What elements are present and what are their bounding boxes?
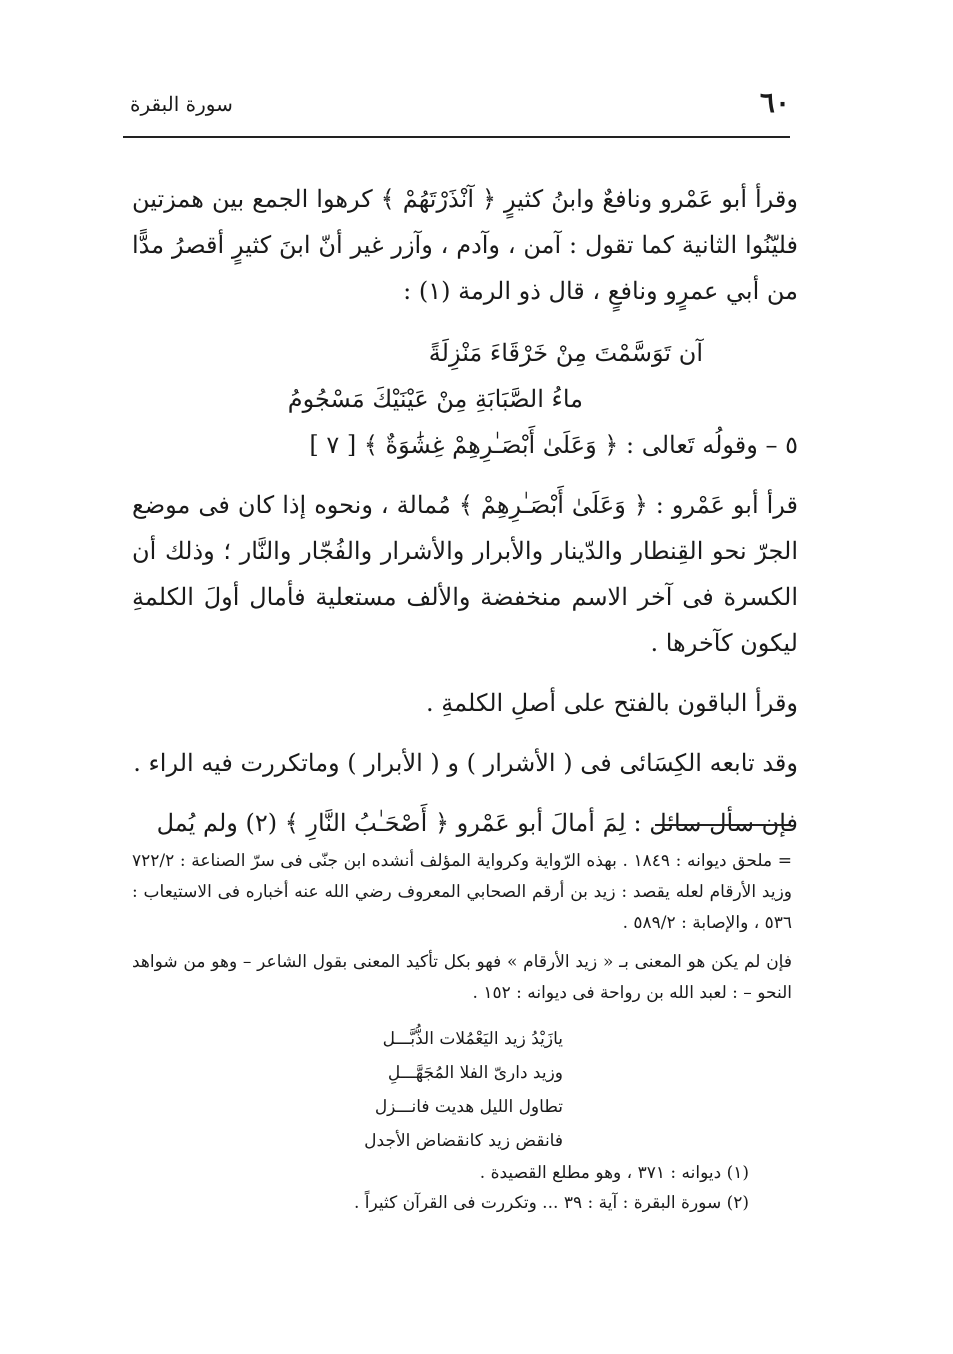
paragraph-2: قرأ أبو عَمْرو : ﴿ وَعَلَىٰ أَبْصَـٰرِهِمْ ﴾ مُمالة ، ونحوه إذا كان فى موضع الجرّ نحو القِنطار والدّينار والأبرار والأشرار والفُجّار والنَّار ؛ وذلك أن الكسرة فى آخر الاسم منخفضة والألف مستعلية فأمال أولَ الكلمةِ ليكون كآخرها . (132, 491, 798, 657)
paragraph-4: وقد تابعه الكِسَائى فى ( الأشرار ) و ( الأبرار ) وماتكررت فيه الراء . (133, 749, 798, 777)
header-divider (123, 136, 790, 138)
footnote-divider (655, 824, 790, 826)
section-heading: ٥ – وقولُه تَعالى : ﴿ وَعَلَىٰ أَبْصَـٰرِهِمْ غِشَٰوَةٌ ﴾ [ ٧ ] (309, 431, 798, 459)
verse-line-1: آن تَوَسَّمْتَ مِنْ خَرْقَاءَ مَنْزِلَةً (428, 339, 703, 367)
footnote-1: (١) ديوانه : ٣٧١ ، وهو مطلع القصيدة . (479, 1163, 749, 1183)
running-head (130, 86, 790, 122)
poetry-verse (132, 330, 798, 422)
paragraph-5: فإن سأل سائل : لِمَ أمالَ أبو عَمْرو ﴿ أَصْحَـٰبُ النَّارِ ﴾ (٢) ولم يُمل (156, 809, 798, 837)
footnote-continuation: = ملحق ديوانه : ١٨٤٩ . بهذه الرّواية وكرواية المؤلف أنشده ابن جنّى فى سرّ الصناعة : ٧٢٢/٢ وزيد الأرقام لعله يقصد : زيد بن أرقم الصحابي المعروف رضي الله عنه أخباره فى الاستيعاب : ٥٣٦ ، والإصابة : ٥٨٩/٢ . (132, 851, 792, 933)
numbered-footnotes (354, 1158, 749, 1218)
page-number: ٦٠ (759, 86, 790, 119)
surah-title: سورة البقرة (130, 92, 233, 116)
poem-line: يازَيْدُ زيد اليَعْمُلات الذُّبَّـــل (382, 1029, 563, 1049)
footnotes (132, 846, 792, 1009)
poem-line: فانقض زيد كانقضاض الأجدل (364, 1131, 563, 1151)
poem-line: تطاول الليل هديت فانـــزل (374, 1097, 563, 1117)
paragraph-3: وقرأ الباقون بالفتح على أصلِ الكلمةِ . (426, 689, 798, 717)
poem-line: وزيد دارىّ الفلا المُجَهَّـــلِ (387, 1063, 563, 1083)
main-text (132, 176, 798, 846)
footnote-2: (٢) سورة البقرة : آية : ٣٩ ... وتكررت فى القرآن كثيراً . (354, 1193, 749, 1213)
verse-line-2: ماءُ الصَّبَابَةِ مِنْ عَيْنَيْكَ مَسْجُومُ (287, 385, 583, 413)
footnote-paragraph: فإن لم يكن هو المعنى بـ « زيد الأرقام » فهو بكل تأكيد المعنى بقول الشاعر – وهو من شواهد النحو – : لعبد الله بن رواحة فى ديوانه : ١٥٢ . (132, 952, 792, 1003)
paragraph-1: وقرأ أبو عَمْرو ونافعٌ وابنُ كثيرٍ ﴿ آنْذَرْتَهُمْ ﴾ كرهوا الجمع بين همزتين فليّنُوا الثانية كما تقول : آمن ، وآدم ، وآزر غير أنّ ابنَ كثيرٍ أقصرُ مدًّا من أبي عمرٍو ونافعٍ ، قال ذو الرمة (١) : (132, 185, 798, 305)
footnote-poem (364, 1022, 563, 1158)
